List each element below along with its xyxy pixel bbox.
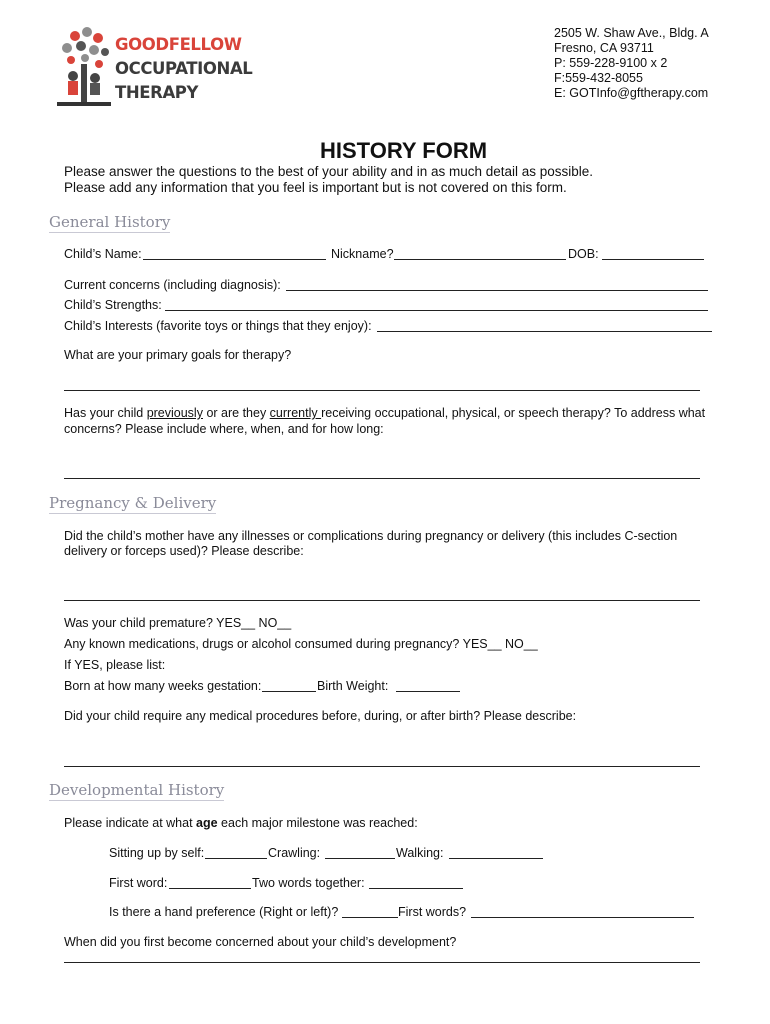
logo-line-1: GOODFELLOW	[115, 35, 242, 54]
previous-therapy-field[interactable]	[64, 478, 700, 479]
page-title: HISTORY FORM	[320, 138, 488, 163]
tree-logo-icon	[55, 22, 113, 110]
dob-field[interactable]	[602, 259, 704, 260]
logo-line-3: THERAPY	[115, 83, 199, 102]
if-yes-label: If YES, please list:	[64, 658, 166, 672]
crawling-field[interactable]	[325, 858, 395, 859]
sitting-field[interactable]	[205, 858, 267, 859]
section-heading-developmental: Developmental History	[49, 781, 225, 799]
email: E: GOTInfo@gftherapy.com	[554, 86, 709, 100]
birth-weight-label: Birth Weight:	[317, 679, 389, 693]
interests-label: Child’s Interests (favorite toys or things that they enjoy):	[64, 319, 372, 333]
prev-emphasis: previously	[146, 406, 203, 420]
sitting-label: Sitting up by self:	[109, 846, 205, 860]
first-concerned-question: When did you first become concerned about your child’s development?	[64, 935, 457, 949]
birth-weight-field[interactable]	[396, 691, 460, 692]
previous-therapy-question-line2: concerns? Please include where, when, and for how long:	[64, 422, 384, 436]
prev-text: or are they	[202, 406, 270, 420]
prev-text: Has your child	[64, 406, 147, 420]
illness-field[interactable]	[64, 600, 700, 601]
logo-line-2: OCCUPATIONAL	[115, 59, 253, 78]
nickname-label: Nickname?	[331, 247, 394, 261]
first-word-label: First word:	[109, 876, 168, 890]
illness-question: Did the child’s mother have any illnesses or complications during pregnancy or delivery (this includes C-section	[64, 529, 678, 543]
hand-preference-field[interactable]	[342, 917, 398, 918]
logo	[55, 22, 253, 112]
dob-label: DOB:	[568, 247, 599, 261]
previous-therapy-question	[64, 406, 705, 420]
crawling-label: Crawling:	[268, 846, 321, 860]
gestation-label: Born at how many weeks gestation:	[64, 679, 262, 693]
childs-name-label: Child’s Name:	[64, 247, 142, 261]
address-block	[554, 26, 709, 101]
prev-text: receiving occupational, physical, or speech therapy? To address what	[321, 406, 706, 420]
goals-field[interactable]	[64, 390, 700, 391]
first-concerned-field[interactable]	[64, 962, 700, 963]
illness-question-line2: delivery or forceps used)? Please describe:	[64, 544, 304, 558]
interests-field[interactable]	[377, 331, 712, 332]
first-word-field[interactable]	[169, 888, 251, 889]
procedures-question: Did your child require any medical procedures before, during, or after birth? Please describe:	[64, 709, 577, 723]
section-heading-pregnancy: Pregnancy & Delivery	[49, 494, 217, 512]
two-words-label: Two words together:	[252, 876, 365, 890]
hand-preference-label: Is there a hand preference (Right or left)?	[109, 905, 339, 919]
concerns-label: Current concerns (including diagnosis):	[64, 278, 281, 292]
milestone-intro	[64, 816, 418, 830]
address-line: Fresno, CA 93711	[554, 41, 654, 55]
fax: F:559-432-8055	[554, 71, 643, 85]
walking-label: Walking:	[396, 846, 444, 860]
concerns-field[interactable]	[286, 290, 708, 291]
gestation-field[interactable]	[262, 691, 316, 692]
childs-name-field[interactable]	[143, 259, 326, 260]
first-words-field[interactable]	[471, 917, 694, 918]
phone: P: 559-228-9100 x 2	[554, 56, 668, 70]
walking-field[interactable]	[449, 858, 543, 859]
intro-line: Please add any information that you feel is important but is not covered on this form.	[64, 180, 567, 195]
medications-question: Any known medications, drugs or alcohol consumed during pregnancy? YES__ NO__	[64, 637, 538, 651]
procedures-field[interactable]	[64, 766, 700, 767]
strengths-field[interactable]	[165, 310, 708, 311]
current-emphasis: currently	[269, 406, 322, 420]
strengths-label: Child’s Strengths:	[64, 298, 162, 312]
two-words-field[interactable]	[369, 888, 463, 889]
intro-line: Please answer the questions to the best of your ability and in as much detail as possible.	[64, 164, 594, 179]
first-words-label: First words?	[398, 905, 467, 919]
premature-question: Was your child premature? YES__ NO__	[64, 616, 292, 630]
section-heading-general: General History	[49, 213, 171, 231]
milestone-text: Please indicate at what	[64, 816, 197, 830]
nickname-field[interactable]	[394, 259, 566, 260]
milestone-emphasis: age	[196, 816, 218, 830]
milestone-text: each major milestone was reached:	[217, 816, 418, 830]
address-line: 2505 W. Shaw Ave., Bldg. A	[554, 26, 709, 40]
goals-label: What are your primary goals for therapy?	[64, 348, 292, 362]
